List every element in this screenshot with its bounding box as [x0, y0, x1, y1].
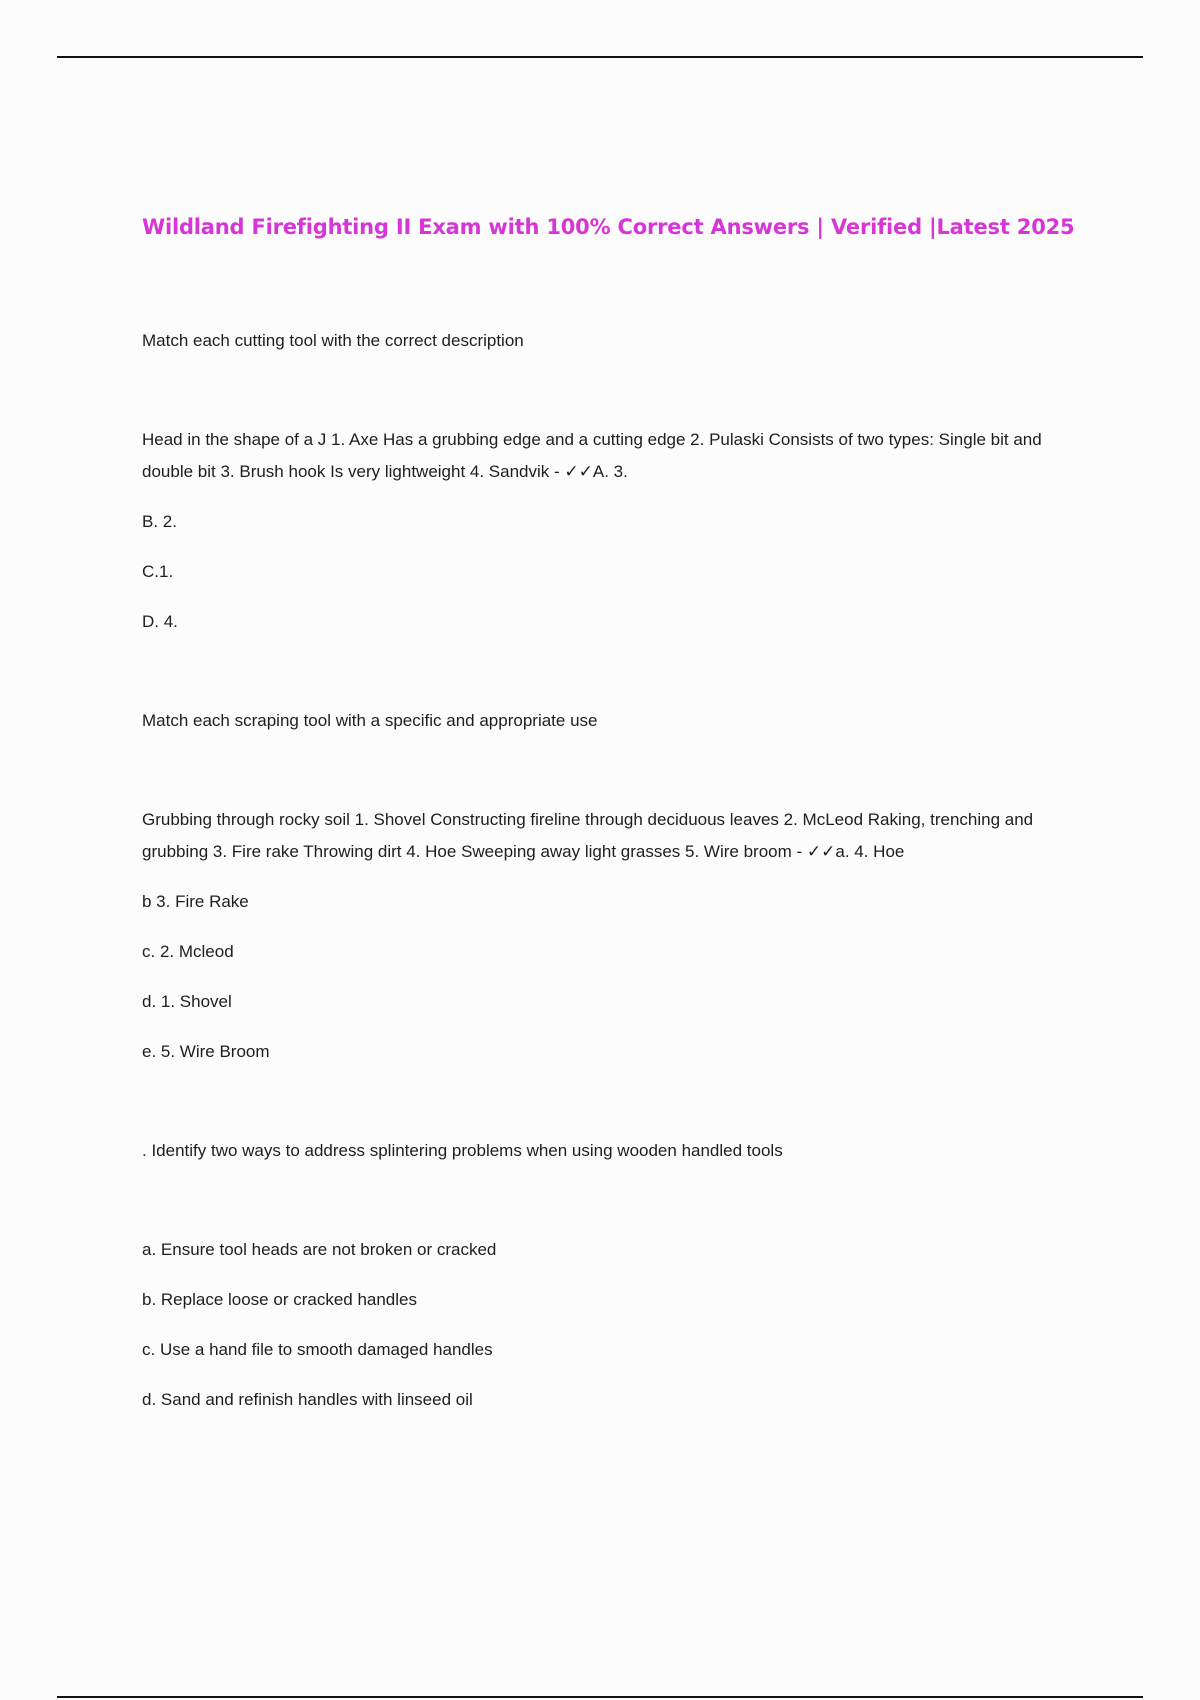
question-2-prompt: Match each scraping tool with a specific and appropriate use: [142, 711, 598, 730]
question-2-answer: c. 2. Mcleod: [142, 942, 234, 961]
question-2-body: Grubbing through rocky soil 1. Shovel Constructing fireline through deciduous leaves 2. McLeod Raking, trenching and grubbing 3. Fire rake Throwing dirt 4. Hoe Sweeping away light grasses 5. Wire broom - ✓✓a. 4. Hoe: [142, 810, 1034, 861]
question-3-answer: a. Ensure tool heads are not broken or cracked: [142, 1240, 497, 1259]
question-1-answer: D. 4.: [142, 612, 178, 631]
question-1-body: Head in the shape of a J 1. Axe Has a grubbing edge and a cutting edge 2. Pulaski Consists of two types: Single bit and double bit 3. Brush hook Is very lightweight 4. Sandvik - ✓✓A. 3.: [142, 430, 1042, 481]
footer-rule: [57, 1696, 1143, 1698]
question-1-answer: B. 2.: [142, 512, 177, 531]
question-2-answer: b 3. Fire Rake: [142, 892, 249, 911]
question-1-prompt: Match each cutting tool with the correct description: [142, 331, 524, 350]
header-rule: [57, 56, 1143, 58]
question-1-answer: C.1.: [142, 562, 174, 581]
question-3-prompt: . Identify two ways to address splintering problems when using wooden handled tools: [142, 1141, 783, 1160]
question-3-answer: d. Sand and refinish handles with linseed oil: [142, 1390, 473, 1409]
document-title: Wildland Firefighting II Exam with 100% Correct Answers | Verified |Latest 2025: [142, 215, 1075, 239]
document-body: [142, 325, 1067, 1434]
question-2-answer: e. 5. Wire Broom: [142, 1042, 270, 1061]
question-3-answer: b. Replace loose or cracked handles: [142, 1290, 417, 1309]
question-2-answer: d. 1. Shovel: [142, 992, 232, 1011]
question-3-answer: c. Use a hand file to smooth damaged handles: [142, 1340, 493, 1359]
